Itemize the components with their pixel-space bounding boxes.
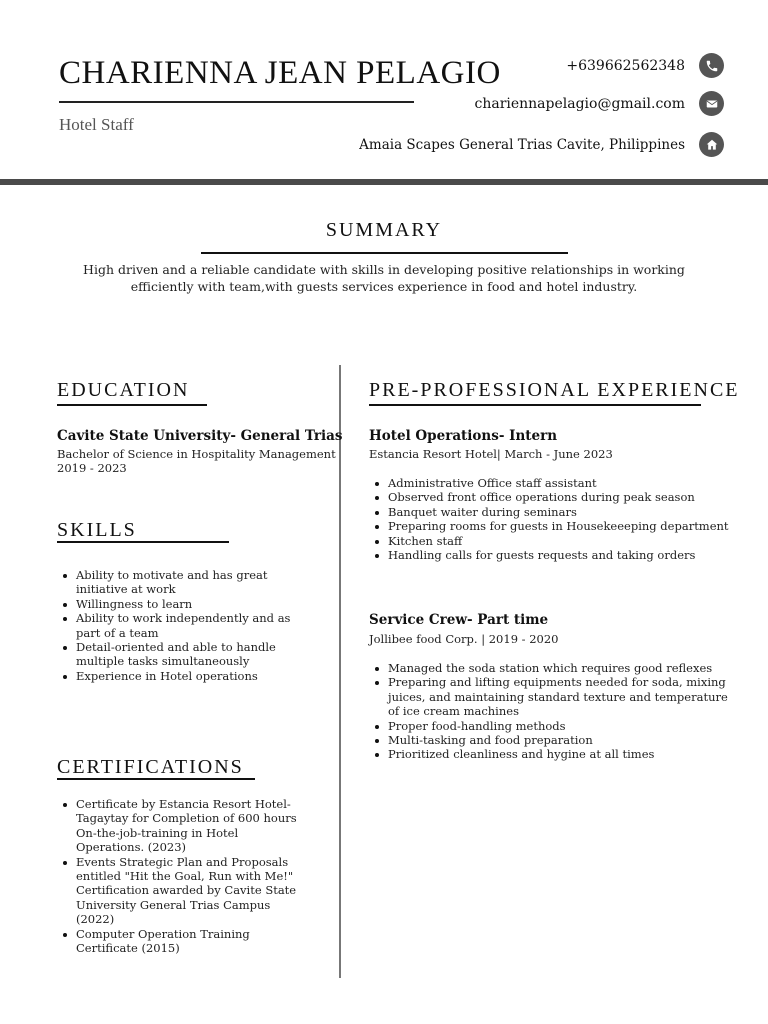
skills-list (57, 568, 307, 683)
list-item: Computer Operation Training Certificate (2015) (57, 927, 305, 956)
name-underline (59, 101, 414, 103)
list-item: Multi-tasking and food preparation (369, 733, 741, 747)
experience-underline (369, 404, 701, 406)
contact-email (474, 91, 724, 116)
certifications-list (57, 797, 305, 955)
skills-heading: SKILLS (57, 519, 137, 541)
list-item: Experience in Hotel operations (57, 669, 307, 683)
list-item: Administrative Office staff assistant (369, 476, 739, 490)
summary-underline (201, 252, 568, 254)
header-divider-bar (0, 179, 768, 185)
list-item: Detail-oriented and able to handle multiple tasks simultaneously (57, 640, 307, 669)
education-degree: Bachelor of Science in Hospitality Management (57, 447, 336, 461)
candidate-name: CHARIENNA JEAN PELAGIO (59, 55, 501, 91)
summary-text: High driven and a reliable candidate with skills in developing positive relationships in working efficiently with team,with guests services experience in food and hotel industry. (83, 262, 685, 294)
skills-underline (57, 541, 229, 543)
job-title: Hotel Operations- Intern (369, 428, 558, 444)
contact-phone (566, 53, 724, 78)
job-title: Service Crew- Part time (369, 612, 549, 628)
home-icon (699, 132, 724, 157)
list-item: Banquet waiter during seminars (369, 505, 739, 519)
candidate-role: Hotel Staff (59, 115, 134, 134)
list-item: Observed front office operations during peak season (369, 490, 739, 504)
contact-address (359, 132, 724, 157)
list-item: Ability to work independently and as part of a team (57, 611, 307, 640)
list-item: Ability to motivate and has great initiative at work (57, 568, 307, 597)
list-item: Preparing rooms for guests in Housekeeeping department (369, 519, 739, 533)
phone-number[interactable]: +639662562348 (566, 57, 685, 74)
column-divider (339, 365, 341, 978)
education-underline (57, 404, 207, 406)
job-duties-list (369, 476, 739, 562)
phone-icon (699, 53, 724, 78)
summary-heading: SUMMARY (325, 219, 443, 241)
list-item: Proper food-handling methods (369, 719, 741, 733)
job-duties-list (369, 661, 741, 762)
certifications-underline (57, 778, 255, 780)
list-item: Certificate by Estancia Resort Hotel-Tagaytay for Completion of 600 hours On-the-job-training in Hotel Operations. (2023) (57, 797, 305, 855)
email-address[interactable]: chariennapelagio@gmail.com (474, 95, 685, 112)
list-item: Preparing and lifting equipments needed for soda, mixing juices, and maintaining standard texture and temperature of ice cream machines (369, 675, 741, 718)
list-item: Handling calls for guests requests and taking orders (369, 548, 739, 562)
list-item: Prioritized cleanliness and hygine at all times (369, 747, 741, 761)
job-subtitle: Jollibee food Corp. | 2019 - 2020 (369, 632, 559, 646)
list-item: Willingness to learn (57, 597, 307, 611)
list-item: Events Strategic Plan and Proposals entitled "Hit the Goal, Run with Me!" Certification awarded by Cavite State University General Trias Campus (2022) (57, 855, 305, 927)
job-subtitle: Estancia Resort Hotel| March - June 2023 (369, 447, 613, 461)
certifications-heading: CERTIFICATIONS (57, 756, 244, 778)
experience-heading: PRE-PROFESSIONAL EXPERIENCE (369, 379, 740, 401)
education-years: 2019 - 2023 (57, 461, 127, 475)
list-item: Kitchen staff (369, 534, 739, 548)
list-item: Managed the soda station which requires good reflexes (369, 661, 741, 675)
mail-icon (699, 91, 724, 116)
education-heading: EDUCATION (57, 379, 190, 401)
home-address: Amaia Scapes General Trias Cavite, Philippines (359, 136, 685, 153)
education-school: Cavite State University- General Trias (57, 428, 343, 444)
